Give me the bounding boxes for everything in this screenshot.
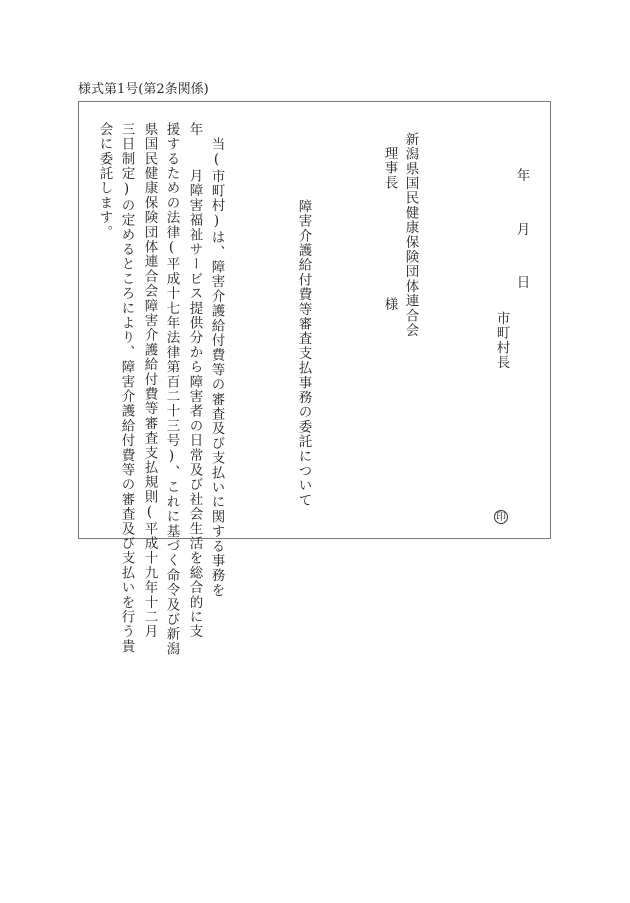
recipient-title: 理事長 bbox=[381, 146, 398, 191]
date-day: 日 bbox=[513, 275, 530, 290]
document-subject: 障害介護給付費等審査支払事務の委託について bbox=[295, 199, 312, 508]
body-line-1: 当(市町村)は、障害介護給付費等の審査及び支払いに関する事務を bbox=[208, 137, 225, 598]
date-line bbox=[514, 168, 528, 290]
body-line-6: 会に委託します。 bbox=[96, 122, 113, 240]
seal-mark: 印 bbox=[496, 512, 506, 523]
body-line-2: 年 月障害福祉サービス提供分から障害者の日常及び社会生活を総合的に支 bbox=[186, 122, 203, 639]
recipient-honorific: 様 bbox=[381, 297, 398, 312]
recipient-organization: 新潟県国民健康保険団体連合会 bbox=[402, 132, 419, 338]
body-line-5: 三日制定)の定めるところにより、障害介護給付費等の審査及び支払いを行う貴 bbox=[118, 122, 135, 654]
body-line-4: 県国民健康保険団体連合会障害介護給付費等審査支払規則(平成十九年十二月 bbox=[141, 122, 158, 639]
form-number-label: 様式第1号(第2条関係) bbox=[78, 82, 209, 97]
date-month: 月 bbox=[513, 221, 530, 236]
date-year: 年 bbox=[513, 168, 530, 183]
sender-name: 市町村長 bbox=[493, 311, 510, 370]
body-line-3: 援するための法律(平成十七年法律第百二十三号)、これに基づく命令及び新潟 bbox=[163, 122, 180, 657]
